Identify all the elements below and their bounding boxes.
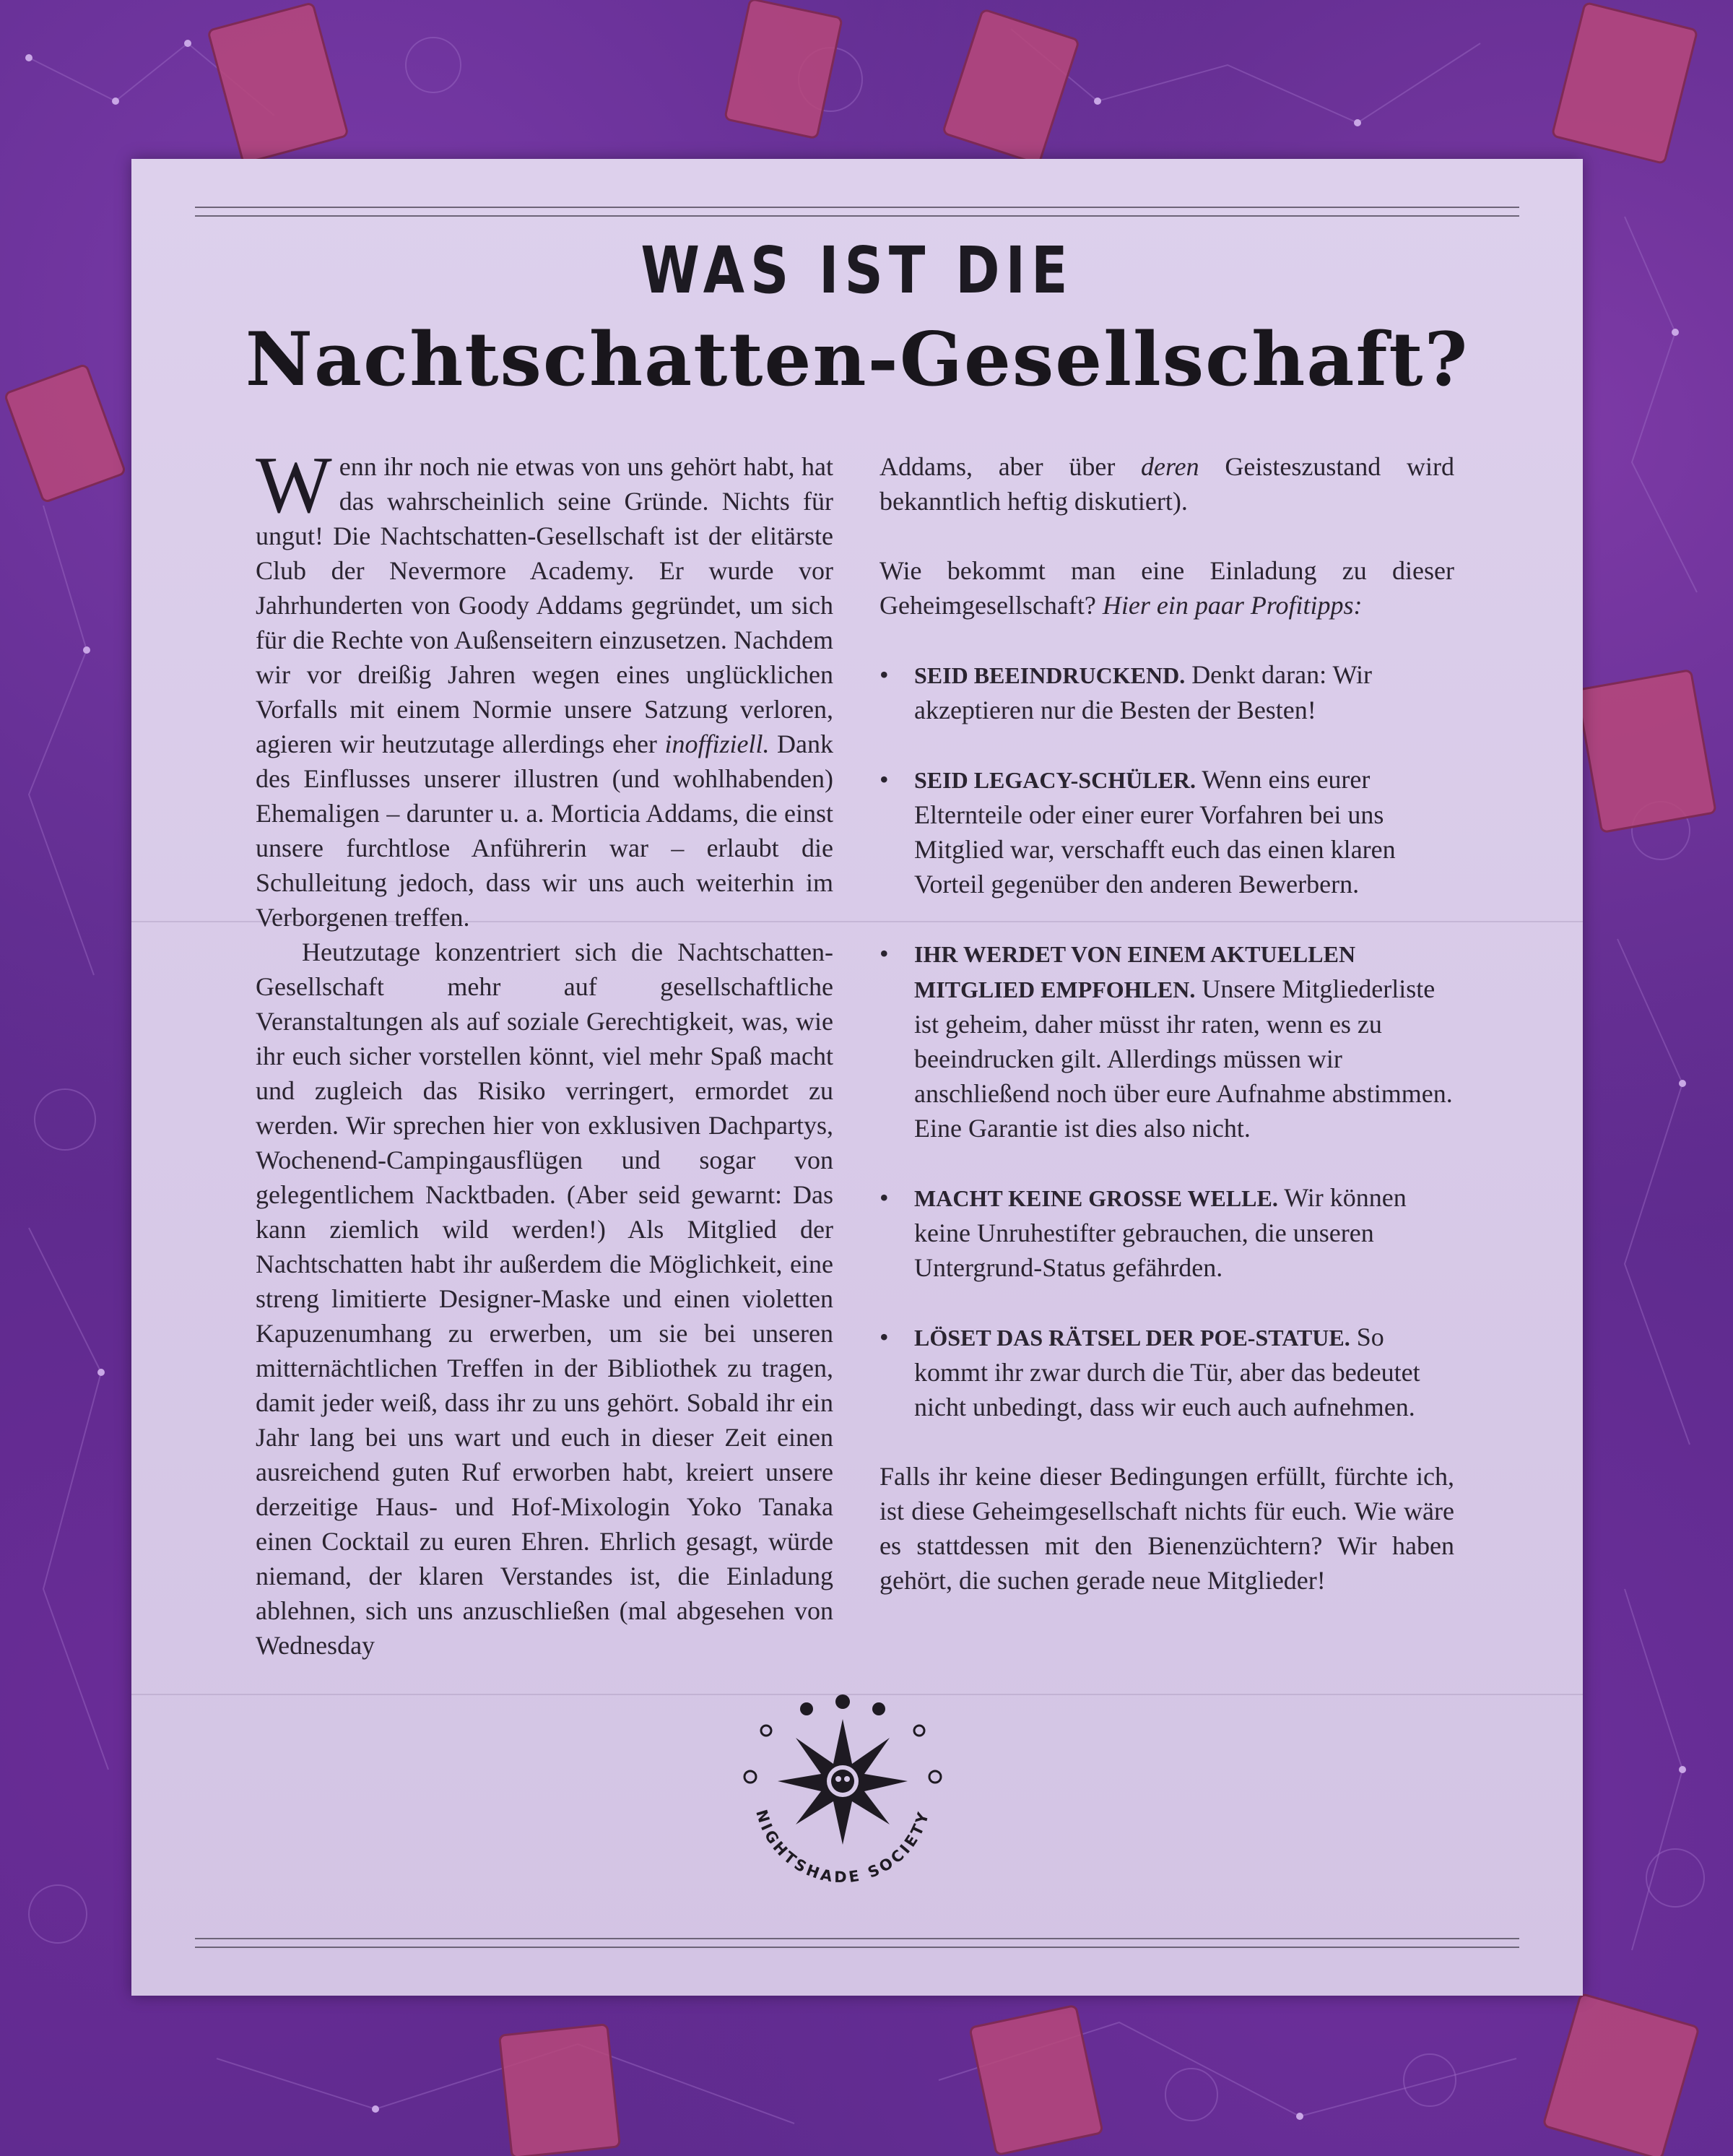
list-item: • SEID BEEINDRUCKEND. Denkt daran: Wir akzeptieren nur die Besten der Besten! <box>879 657 1454 727</box>
bottom-rule <box>195 1938 1519 1948</box>
bullet-icon: • <box>879 1183 889 1212</box>
second-paragraph: Heutzutage konzentriert sich die Nachtschatten-Gesellschaft mehr auf gesellschaftliche Veranstaltungen als auf soziale Gerechtigkeit, was, wie ihr euch sicher vorstellen könnt, viel mehr Spaß macht und zugleich das Risiko verringert, ermordet zu werden. Wir sprechen hier von exklusiven Dachpartys, Wochenend-Campingausflügen und sogar von gelegentlichem Nacktbaden. (Aber seid gewarnt: Das kann ziemlich wild werden!) Als Mitglied der Nachtschatten habt ihr außerdem die Möglichkeit, eine streng limitierte Designer-Maske und einen violetten Kapuzenumhang zu erwerben, um sie bei unseren mitternächtlichen Treffen in der Bibliothek zu tragen, damit jeder weiß, dass ihr zu uns gehört. Sobald ihr ein Jahr lang bei uns wart und euch in dieser Zeit einen ausreichend guten Ruf erworben habt, kreiert unsere derzeitige Haus- und Hof-Mixologin Yoko Tanaka einen Cocktail zu euren Ehren. Ehrlich gesagt, würde niemand, der klaren Verstandes ist, die Einladung ablehnen, sich uns anzuschließen (mal abgesehen von Wednesday <box>256 938 833 1660</box>
question-paragraph: Wie bekommt man eine Einladung zu dieser Geheimgesellschaft? Hier ein paar Profitipps: <box>879 556 1454 620</box>
right-column <box>879 449 1454 1598</box>
bullet-icon: • <box>879 1322 889 1351</box>
article-page <box>131 159 1583 1996</box>
list-item: • MACHT KEINE GROSSE WELLE. Wir können keine Unruhestifter gebrauchen, die unseren Untergrund-Status gefährden. <box>879 1180 1454 1285</box>
bullet-icon: • <box>879 939 889 968</box>
intro-paragraph: Wenn ihr noch nie etwas von uns gehört habt, hat das wahrscheinlich seine Gründe. Nichts für ungut! Die Nachtschatten-Gesellschaft ist der elitärste Club der Nevermore Academy. Er wurde vor Jahrhunderten von Goody Addams gegründet, um sich für die Rechte von Außenseitern einzusetzen. Nachdem wir vor dreißig Jahren wegen eines unglücklichen Vorfalls mit einem Normie unsere Satzung verloren, agieren wir heutzutage allerdings eher inoffiziell. Dank des Einflusses unserer illustren (und wohlhabenden) Ehemaligen – darunter u. a. Morticia Addams, die einst unsere furchtlose Anführerin war – erlaubt die Schulleitung jedoch, dass wir uns auch weiterhin im Verborgenen treffen. <box>256 441 833 932</box>
top-rule <box>195 207 1519 217</box>
bullet-icon: • <box>879 660 889 689</box>
left-column <box>256 441 833 1663</box>
closing-paragraph: Falls ihr keine dieser Bedingungen erfüllt, fürchte ich, ist diese Geheimgesellschaft nichts für euch. Wie wäre es stattdessen mit den Bienenzüchtern? Wir haben gehört, die suchen gerade neue Mitglieder! <box>879 1462 1454 1595</box>
list-item: • IHR WERDET VON EINEM AKTUELLEN MITGLIED EMPFOHLEN. Unsere Mitgliederliste ist geheim, daher müsst ihr raten, wenn es zu beeindrucken gilt. Allerdings müssen wir anschließend noch über eure Aufnahme abstimmen. Eine Garantie ist dies also nicht. <box>879 936 1454 1146</box>
nightshade-society-emblem <box>734 1693 951 1910</box>
page-title: Nachtschatten-Gesellschaft? <box>245 316 1469 403</box>
emblem-text: NIGHTSHADE SOCIETY <box>752 1807 933 1887</box>
list-item: • SEID LEGACY-SCHÜLER. Wenn eins eurer Elternteile oder einer eurer Vorfahren bei uns Mitglied war, verschafft euch das einen klaren Vorteil gegenüber den anderen Bewerbern. <box>879 762 1454 901</box>
continuation-paragraph: Addams, aber über deren Geisteszustand wird bekanntlich heftig diskutiert). <box>879 452 1454 516</box>
title-line-1: WAS IST DIE <box>640 233 1074 308</box>
drop-cap: W <box>256 441 332 530</box>
list-item: • LÖSET DAS RÄTSEL DER POE-STATUE. So kommt ihr zwar durch die Tür, aber das bedeutet nicht unbedingt, dass wir euch auch aufnehmen. <box>879 1320 1454 1424</box>
bullet-icon: • <box>879 765 889 794</box>
